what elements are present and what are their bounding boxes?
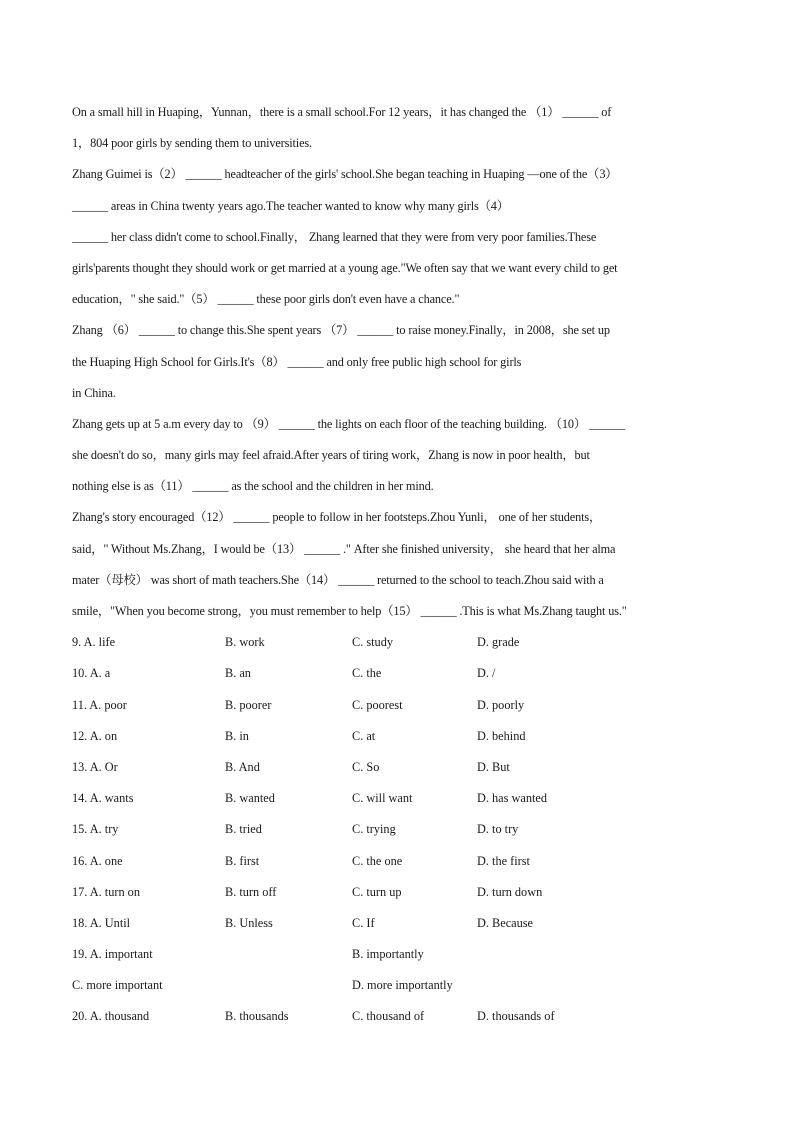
option-b: B. tried xyxy=(225,822,262,837)
passage-line: On a small hill in Huaping，Yunnan，there is a small school.For 12 years，it has changed the （1） ______ of xyxy=(72,105,612,119)
passage-line: Zhang Guimei is（2） ______ headteacher of the girls' school.She began teaching in Huaping —one of the（3） xyxy=(72,167,618,182)
passage-line: mater（母校） was short of math teachers.She（14） ______ returned to the school to teach.Zhou said with a xyxy=(72,572,604,587)
option-b: B. poorer xyxy=(225,697,272,712)
passage-line: girls'parents thought they should work or get married at a young age."We often say that we want every child to get xyxy=(72,260,618,275)
option-row-20 xyxy=(72,1001,722,1032)
option-b: B. Unless xyxy=(225,915,273,930)
option-a: 16. A. one xyxy=(72,853,123,868)
option-d: D. has wanted xyxy=(477,791,548,806)
document-page xyxy=(72,97,722,1033)
option-row-12 xyxy=(72,721,722,752)
option-c: C. poorest xyxy=(352,697,403,712)
option-a: 14. A. wants xyxy=(72,791,134,806)
option-c: C. the xyxy=(352,666,382,681)
option-c: C. more important xyxy=(72,978,163,993)
option-a: 20. A. thousand xyxy=(72,1009,150,1024)
option-c: C. trying xyxy=(352,822,396,837)
passage-line: Zhang's story encouraged（12） ______ people to follow in her footsteps.Zhou Yunli， one of her students， xyxy=(72,510,602,525)
passage-line: she doesn't do so，many girls may feel afraid.After years of tiring work，Zhang is now in poor health，but xyxy=(72,448,590,463)
passage-line: ______ areas in China twenty years ago.The teacher wanted to know why many girls（4） xyxy=(72,198,509,213)
option-a: 12. A. on xyxy=(72,728,118,743)
passage-line: ______ her class didn't come to school.Finally， Zhang learned that they were from very poor families.These xyxy=(72,229,597,244)
option-row-10 xyxy=(72,658,722,689)
option-b: B. work xyxy=(225,635,265,650)
option-b: B. in xyxy=(225,728,249,743)
option-d: D. thousands of xyxy=(477,1009,555,1024)
passage-line: Zhang （6） ______ to change this.She spent years （7） ______ to raise money.Finally，in 2008，she set up xyxy=(72,323,610,338)
option-b: B. thousands xyxy=(225,1009,289,1024)
option-d: D. But xyxy=(477,759,510,774)
options-list xyxy=(72,627,722,1032)
passage-line: the Huaping High School for Girls.It's（8） ______ and only free public high school for girls xyxy=(72,354,522,369)
option-d: D. behind xyxy=(477,728,526,743)
option-a: 17. A. turn on xyxy=(72,884,140,899)
option-c: C. If xyxy=(352,915,375,930)
passage-line: said，" Without Ms.Zhang，I would be（13） ______ ." After she finished university， she heard that her alma xyxy=(72,541,616,556)
passage-line: in China. xyxy=(72,385,116,400)
option-a: 19. A. important xyxy=(72,947,153,962)
option-b: B. And xyxy=(225,759,260,774)
option-d: D. the first xyxy=(477,853,530,868)
option-b: B. importantly xyxy=(352,947,424,962)
option-row-13 xyxy=(72,752,722,783)
option-c: C. So xyxy=(352,759,380,774)
passage-line: education，" she said."（5） ______ these poor girls don't even have a chance." xyxy=(72,292,460,307)
option-b: B. an xyxy=(225,666,251,681)
option-c: C. turn up xyxy=(352,884,402,899)
option-row-9 xyxy=(72,627,722,658)
option-row-17 xyxy=(72,877,722,908)
option-b: B. first xyxy=(225,853,260,868)
option-a: 11. A. poor xyxy=(72,697,127,712)
passage xyxy=(72,97,722,627)
option-row-14 xyxy=(72,783,722,814)
option-c: C. at xyxy=(352,728,376,743)
option-d: D. poorly xyxy=(477,697,525,712)
option-d: D. to try xyxy=(477,822,519,837)
option-c: C. study xyxy=(352,635,393,650)
option-a: 18. A. Until xyxy=(72,915,131,930)
option-row-15 xyxy=(72,814,722,845)
option-d: D. / xyxy=(477,666,496,681)
option-a: 15. A. try xyxy=(72,822,119,837)
option-row-19b xyxy=(72,970,722,1001)
option-a: 9. A. life xyxy=(72,635,116,650)
passage-line: Zhang gets up at 5 a.m every day to （9） ______ the lights on each floor of the teaching building. （10） ______ xyxy=(72,416,625,431)
option-c: C. will want xyxy=(352,791,413,806)
option-c: C. thousand of xyxy=(352,1009,425,1024)
option-row-18 xyxy=(72,908,722,939)
passage-line: nothing else is as（11） ______ as the school and the children in her mind. xyxy=(72,479,434,494)
option-d: D. Because xyxy=(477,915,533,930)
option-row-16 xyxy=(72,846,722,877)
option-d: D. more importantly xyxy=(352,978,453,993)
option-d: D. grade xyxy=(477,635,520,650)
option-row-19a xyxy=(72,939,722,970)
passage-line: 1，804 poor girls by sending them to universities. xyxy=(72,136,312,151)
option-b: B. turn off xyxy=(225,884,277,899)
option-c: C. the one xyxy=(352,853,403,868)
option-b: B. wanted xyxy=(225,791,275,806)
option-a: 10. A. a xyxy=(72,666,111,681)
passage-line: smile，"When you become strong，you must remember to help（15） ______ .This is what Ms.Zhang taught us." xyxy=(72,604,627,618)
option-row-11 xyxy=(72,690,722,721)
option-a: 13. A. Or xyxy=(72,759,118,774)
option-d: D. turn down xyxy=(477,884,543,899)
